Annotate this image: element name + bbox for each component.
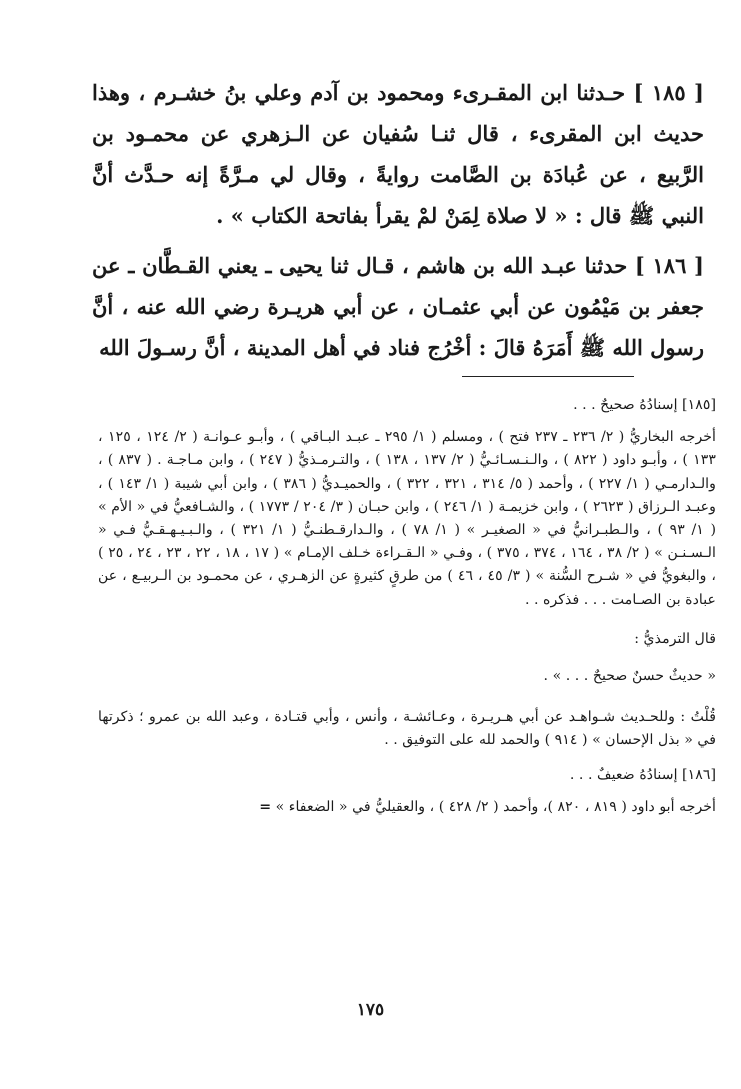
tirmidhi-said: قال الترمذيُّ : — [634, 630, 716, 647]
continuation-mark: = — [259, 798, 272, 815]
note-185-qult: قُلْتُ : وللحـديث شـواهـد عن أبي هـريـرة ، وعـائشـة ، وأنس ، وأبي قتـادة ، وعبد الله بن عمرو ؛ ذكرتها في « بذل الإحسان » ( ٩١٤ ) والحمد لله على التوفيق . . — [98, 709, 716, 749]
hadith-185: [ ١٨٥ ] حـدثنا ابن المقـرىء ومحمود بن آدم وعلي بنُ خشـرم ، وهذا حديث ابن المقرىء ، قال ثنـا سُفيان عن الـزهري عن محمـود بن الرَّبيع ، عن عُبادَة بن الصَّامت روايةً ، وقال لي مـرَّةً إنه حـدَّث أنَّ النبي ﷺ قال : « لا صلاة لِمَنْ لمْ يقرأ بفاتحة الكتاب » . — [92, 80, 704, 228]
footnote-divider — [462, 376, 634, 377]
note-186-text: أخرجه أبو داود ( ٨١٩ ، ٨٢٠ )، وأحمد ( ٢/ ٤٢٨ ) ، والعقيليُّ في « الضعفاء » — [275, 798, 716, 815]
note-185-takhrij: أخرجه البخاريُّ ( ٢/ ٢٣٦ ـ ٢٣٧ فتح ) ، ومسلم ( ١/ ٢٩٥ ـ عبـد البـاقي ) ، وأبـو عـوانـة ( ٢/ ١٢٤ ، ١٢٥ ، ١٣٣ ) ، وأبـو داود ( ٨٢٢ ) ، والـنـسـائـيُّ ( ٢/ ١٣٧ ، ١٣٨ ) ، والتـرمـذيُّ ( ٢٤٧ ) ، وابن مـاجـة . ( ٨٣٧ ) ، والـدارمـي ( ١/ ٢٢٧ ) ، وأحمد ( ٥/ ٣١٤ ، ٣٢١ ، ٣٢٢ ) ، والحميـديُّ ( ٣٨٦ ) ، وابن أبي شيبة ( ١/ ١٤٣ ) ، وعبـد الـرزاق ( ٢٦٢٣ ) ، وابن خزيمـة ( ١/ ٢٤٦ ) ، وابن حبـان ( ٣/ ٢٠٤ / ١٧٧٣ ) ، والشـافعيُّ في « الأم » ( ١/ ٩٣ ) ، والـطبـرانيُّ في « الصغيـر » ( ١/ ٧٨ ) ، والـدارقـطنـيُّ ( ١/ ٣٢١ ) ، والـبـيـهـقـيُّ فـي « الـسـنـن » ( ٢/ ٣٨ ، ١٦٤ ، ٣٧٤ ، ٣٧٥ ) ، وفـي « الـقـراءة خـلف الإمـام » ( ١٧ ، ١٨ ، ٢٢ ، ٢٣ ، ٢٤ ، ٢٥ ) ، والبغويُّ في « شـرح السُّنة » ( ٣/ ٤٥ ، ٤٦ ) من طرقٍ كثيرةٍ عن الزهـري ، عن محمـود بن الـربيـع ، عن عبادة بن الصـامت . . . فذكره . . — [98, 429, 717, 608]
tirmidhi-quote: « حديثٌ حسنٌ صحيحٌ . . . » . — [543, 668, 716, 685]
note-186-heading: [١٨٦] إسنادُهُ ضعيفٌ . . . — [569, 766, 716, 783]
page-number: ١٧٥ — [356, 1000, 385, 1020]
note-185-heading: [١٨٥] إسنادُهُ صحيحٌ . . . — [573, 397, 716, 413]
footnotes — [98, 394, 716, 819]
main-text — [92, 72, 704, 368]
hadith-186: [ ١٨٦ ] حدثنا عبـد الله بن هاشم ، قـال ثنا يحيى ـ يعني القـطَّان ـ عن جعفر بن مَيْمُون عن أبي عثمـان ، عن أبي هريـرة رضي الله عنه ، أنَّ رسول الله ﷺ أَمَرَهُ قالَ : أخْرُج فناد في أهل المدينة ، أنَّ رسـولَ الله — [92, 253, 704, 360]
note-186-takhrij — [98, 796, 716, 819]
